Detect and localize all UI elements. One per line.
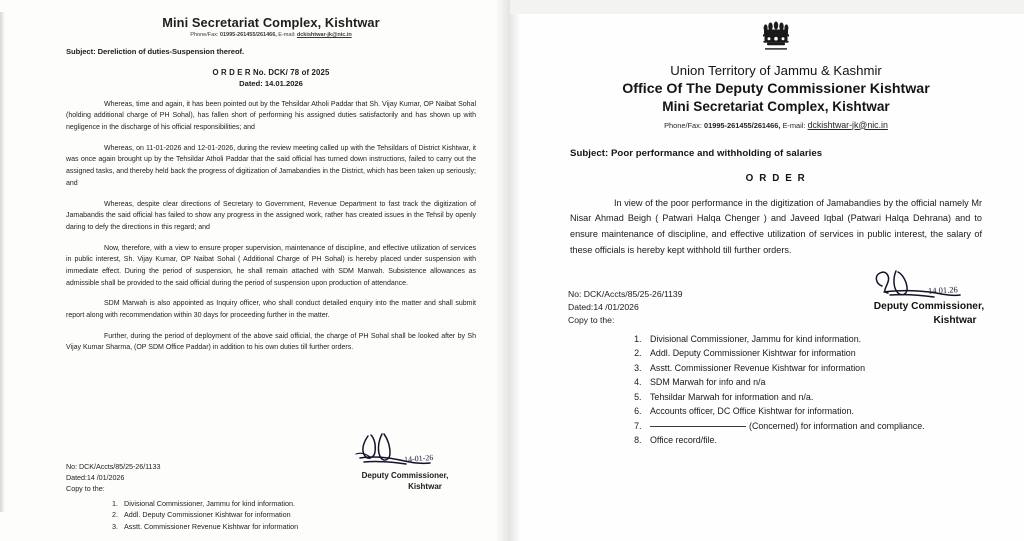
list-item: 3. Asstt. Commissioner Revenue Kishtwar for information: [644, 361, 1018, 375]
left-paragraph-4: Now, therefore, with a view to ensure proper supervision, maintenance of discipline, and effective utilization of services in public interest, Sh. Vijay Kumar, OP Naibat Sohal ( Additional Charge of PH Sohal) is hereby placed under suspension with immediate effect. During the period of suspension, he shall remain attached with SDM Marwah. Subsistence allowances as admissible shall be provided to the said official during the period of suspension upon production of attendance.: [66, 244, 476, 287]
right-designation: [840, 300, 1018, 328]
salary-withholding-order-document: [510, 0, 1024, 541]
right-letterhead-contact: [570, 120, 982, 130]
right-email-value[interactable]: dckishtwar-jk@nic.in: [807, 119, 888, 130]
left-designation-line1: Deputy Commissioner,: [361, 471, 449, 480]
left-reference-date: Dated:14 /01/2026: [66, 472, 125, 482]
right-copy-to-list: [618, 332, 1018, 447]
right-union-territory: Union Territory of Jammu & Kashmir: [670, 63, 882, 78]
left-paragraph-6: Further, during the period of deployment of the above said official, the charge of PH Sohal shall be looked after by Sh Vijay Kumar Sharma, (OP SDM Office Paddar) in addition to his own duties till further orders.: [66, 332, 476, 352]
left-letterhead-contact: [66, 32, 476, 38]
left-signature-date: 14-01-26: [403, 452, 434, 465]
left-letterhead-title: Mini Secretariat Complex, Kishtwar: [162, 15, 380, 30]
left-order-number: O R D E R No. DCK/ 78 of 2025: [212, 67, 330, 77]
left-paragraph-3: Whereas, despite clear directions of Secretary to Government, Revenue Department to fast track the digitization of Jamabandis the said official has failed to show any progress in the assigned work, rather has created issues in the Tehsil by openly daring to defy the directions in this regard; and: [66, 200, 476, 231]
left-phone-numbers: 01995-261455/261466,: [219, 31, 277, 38]
national-emblem-icon: [570, 18, 982, 61]
right-copy-to-label: Copy to the:: [568, 314, 615, 325]
list-item: 8. Office record/file.: [644, 433, 1018, 447]
list-item: 1. Divisional Commissioner, Jammu for kind information.: [120, 498, 486, 510]
right-complex-title: Mini Secretariat Complex, Kishtwar: [662, 98, 890, 114]
list-item: 4. SDM Marwah for info and n/a: [644, 375, 1018, 389]
list-item: 1. Divisional Commissioner, Jammu for kind information.: [644, 332, 1018, 346]
left-paragraph-5: SDM Marwah is also appointed as Inquiry officer, who shall conduct detailed enquiry into the matter and shall submit report along with recommendation within 30 days for proceeding further in the matter.: [66, 300, 476, 320]
right-subject-line: Subject: Poor performance and withholding of salaries: [570, 147, 823, 159]
suspension-order-document: [0, 0, 510, 541]
left-designation-line2: Kishtwar: [408, 482, 442, 492]
right-signature-date: 14.01.26: [927, 284, 958, 296]
left-paragraph-1: Whereas, time and again, it has been pointed out by the Tehsildar Atholi Paddar that Sh. Vijay Kumar, OP Naibat Sohal (holding additional charge of PH Sohal), has fallen short of performing his assigned duties satisfactorily and has shown up with negligence in the discharge of his official responsibilities; and: [66, 100, 476, 132]
right-order-body: In view of the poor performance in the digitization of Jamabandies by the official namely Mr Nisar Ahmad Beigh ( Patwari Halqa Chenger ) and Javeed Iqbal (Patwari Halqa Dehrana) and to ensure maintenance of discipline, and effective utilization of services in public interest, the salary of these officials is hereby kept withhold till further orders.: [570, 197, 982, 255]
list-item: 3. Asstt. Commissioner Revenue Kishtwar for information: [120, 521, 486, 533]
left-email-label: E-mail:: [278, 31, 296, 38]
right-document-top-edge: [510, 0, 1024, 14]
list-item-blank: [644, 419, 1018, 433]
right-footer-block: [568, 288, 748, 327]
right-designation-line2: Kishtwar: [933, 314, 977, 326]
right-designation-line1: Deputy Commissioner,: [873, 301, 985, 312]
left-order-date: Dated: 14.01.2026: [239, 78, 303, 88]
list-item: 6. Accounts officer, DC Office Kishtwar for information.: [644, 404, 1018, 418]
right-office-title: Office Of The Deputy Commissioner Kishtwar: [622, 80, 930, 97]
right-signature-block: [840, 268, 1018, 328]
left-phone-label: Phone/Fax:: [190, 31, 219, 38]
right-reference-number: No: DCK/Accts/85/25-26/1139: [568, 289, 683, 299]
left-email-value[interactable]: dckishtwar-jk@nic.in: [296, 31, 352, 38]
right-phone-label: Phone/Fax:: [664, 120, 702, 130]
list-item: 2. Addl. Deputy Commissioner Kishtwar for information: [120, 509, 486, 521]
right-phone-numbers: 01995-261455/261466,: [703, 120, 781, 130]
left-copy-to-label: Copy to the:: [66, 483, 105, 493]
right-email-label: E-mail:: [782, 120, 806, 130]
right-order-heading: O R D E R: [745, 172, 807, 184]
left-reference-number: No: DCK/Accts/85/25-26/1133: [66, 462, 161, 471]
right-signature-scribble: [840, 268, 1018, 300]
fill-in-blank-line[interactable]: [650, 426, 746, 427]
left-subject-line: Subject: Dereliction of duties-Suspension thereof.: [66, 46, 245, 56]
left-document-body: [66, 10, 476, 363]
right-reference-date: Dated:14 /01/2026: [568, 301, 639, 312]
list-item-text: (Concerned) for information and compliance.: [749, 420, 925, 431]
list-item: 2. Addl. Deputy Commissioner Kishtwar for information: [644, 346, 1018, 360]
left-paragraph-2: Whereas, on 11-01-2026 and 12-01-2026, during the review meeting called up with the Tehsildars of District Kishtwar, it was once again brought up by the Tehsildar Atholi Paddar that the said official has turned down instructions, failed to carry out the assigned tasks, and thereby held back the progress of digitization of Jamabandies in the District, which has been taken up seriously; and: [66, 144, 476, 187]
left-footer-block: [66, 462, 486, 533]
left-copy-to-list: [66, 498, 486, 533]
right-document-body: [570, 18, 982, 259]
list-item: 5. Tehsildar Marwah for information and n/a.: [644, 390, 1018, 404]
